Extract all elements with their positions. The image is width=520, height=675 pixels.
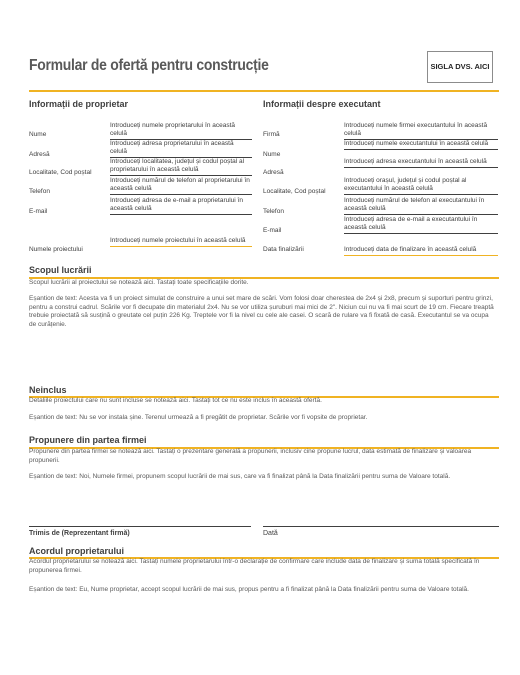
owner-city-label: Localitate, Cod poștal <box>29 169 92 176</box>
agreement-heading: Acordul proprietarului <box>29 546 125 556</box>
contractor-phone-field[interactable]: Introduceți numărul de telefon al executantului în această celulă <box>344 197 498 215</box>
document-title: Formular de ofertă pentru construcție <box>29 57 269 74</box>
proposal-heading: Propunere din partea firmei <box>29 435 147 445</box>
scope-intro[interactable]: Scopul lucrării al proiectului se notează aici. Tastați toate specificațiile dorite. <box>29 279 249 286</box>
excluded-heading: Neinclus <box>29 385 67 395</box>
scope-heading: Scopul lucrării <box>29 265 92 275</box>
owner-name-field[interactable]: Introduceți numele proprietarului în această celulă <box>110 122 252 140</box>
owner-address-label: Adresă <box>29 151 50 158</box>
owner-email-field[interactable]: Introduceți adresa de e-mail a proprietarului în această celulă <box>110 197 252 215</box>
contractor-email-label: E-mail <box>263 227 282 234</box>
owner-heading: Informații de proprietar <box>29 99 129 109</box>
contractor-name-field[interactable]: Introduceți numele executantului în această celulă <box>344 140 498 150</box>
contractor-address-field[interactable]: Introduceți adresa executantului în această celulă <box>344 158 498 168</box>
excluded-example[interactable]: Eșantion de text: Nu se vor instala șine. Terenul urmează a fi pregătit de proprietar. Scările vor fi vopsite de proprietar. <box>29 414 368 421</box>
date-line[interactable] <box>263 526 499 527</box>
contractor-city-field[interactable]: Introduceți orașul, județul și codul poștal al executantului în această celulă <box>344 177 498 195</box>
contractor-phone-label: Telefon <box>263 208 284 215</box>
company-label: Firmă <box>263 131 280 138</box>
owner-address-field[interactable]: Introduceți adresa proprietarului în această celulă <box>110 140 252 158</box>
project-name-label: Numele proiectului <box>29 246 83 253</box>
completion-date-label: Data finalizării <box>263 246 304 253</box>
scope-example[interactable]: Eșantion de text: Acesta va fi un proiect simulat de construire a unui set mare de scări. Vom folosi doar cherestea de 2x4 și 2x8, precum și suporturi pentru grinzi, pentru a construi cadrul. Scările vor fi decupate din materialul 2x4. Nu se vor utiliza șuruburi mai mici de 2". Niciun cui nu va fi mai scurt de 19 cm. Fiecare treaptă trebuie proiectată să susțină o greutate cel puțin 226 Kg. Treptele vor fi la nivel cu cele ale casei. O scară de rulare va fi fixată de casă. Executantul se va ocupa de curățenie. <box>29 295 494 328</box>
sent-by-label: Trimis de (Reprezentant firmă) <box>29 530 130 537</box>
proposal-intro[interactable]: Propunere din partea firmei se notează aici. Tastați o prezentare generală a propunerii, inclusiv cine propune lucrul, data estimată de finalizare și valoarea propunerii. <box>29 448 472 464</box>
signature-line[interactable] <box>29 526 251 527</box>
owner-city-field[interactable]: Introduceți localitatea, județul și codul poștal al proprietarului în această celulă <box>110 158 252 176</box>
owner-name-label: Nume <box>29 131 47 138</box>
logo-placeholder[interactable]: SIGLA DVS. AICI <box>427 51 493 83</box>
project-name-field[interactable]: Introduceți numele proiectului în această celulă <box>110 237 252 247</box>
date-label: Dată <box>263 530 278 537</box>
contractor-city-label: Localitate, Cod poștal <box>263 188 326 195</box>
agreement-intro[interactable]: Acordul proprietarului se notează aici. Tastați numele proprietarului într-o declarație de confirmare care include data de finalizare și suma totală specificată în propunerea firmei. <box>29 558 480 574</box>
header-rule <box>29 90 499 92</box>
contractor-heading: Informații despre executant <box>263 99 381 109</box>
owner-phone-label: Telefon <box>29 188 50 195</box>
company-field[interactable]: Introduceți numele firmei executantului în această celulă <box>344 122 498 140</box>
contractor-address-label: Adresă <box>263 169 284 176</box>
contractor-email-field[interactable]: Introduceți adresa de e-mail a executantului în această celulă <box>344 216 498 234</box>
agreement-example[interactable]: Eșantion de text: Eu, Nume proprietar, accept scopul lucrării de mai sus, propus pentru a fi finalizat până la Data finalizării pentru suma de Valoare totală. <box>29 586 469 593</box>
proposal-example[interactable]: Eșantion de text: Noi, Numele firmei, propunem scopul lucrării de mai sus, care va fi finalizat până la Data finalizării pentru suma de Valoare totală. <box>29 473 451 480</box>
owner-phone-field[interactable]: Introduceți numărul de telefon al proprietarului în această celulă <box>110 177 252 195</box>
excluded-intro[interactable]: Detaliile proiectului care nu sunt incluse se notează aici. Tastați tot ce nu este inclus în această ofertă. <box>29 397 322 404</box>
completion-date-field[interactable]: Introduceți data de finalizare în această celulă <box>344 246 498 256</box>
owner-email-label: E-mail <box>29 208 48 215</box>
contractor-name-label: Nume <box>263 151 281 158</box>
